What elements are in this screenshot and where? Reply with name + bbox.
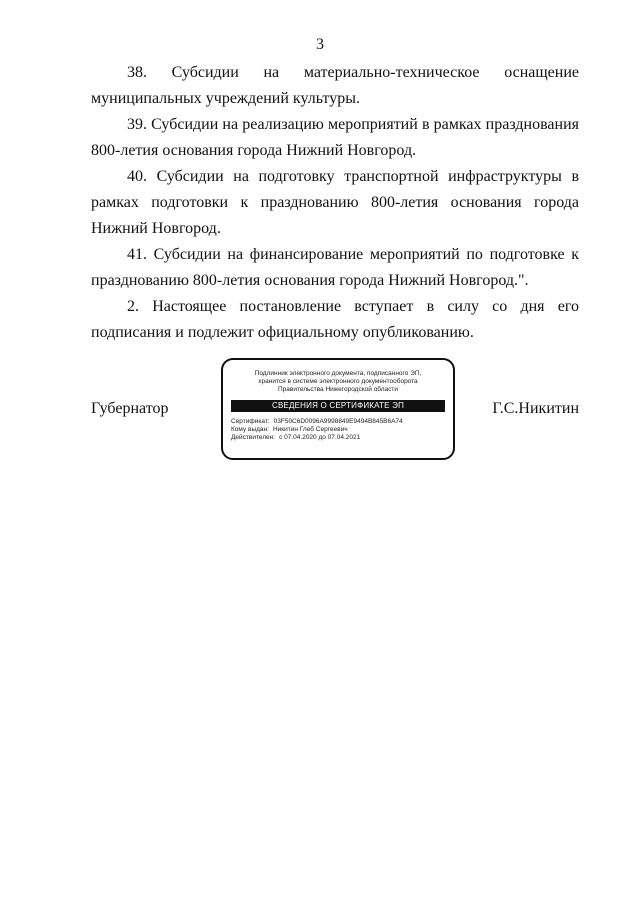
certificate-row (231, 418, 453, 426)
stamp-header-line: Подлинник электронного документа, подписанного ЭП, (254, 370, 422, 377)
signer-title: Губернатор (91, 400, 169, 417)
paragraph-item-41: 41. Субсидии на финансирование мероприятий по подготовке к празднованию 800-летия основания города Нижний Новгород.". (91, 246, 579, 289)
document-body (91, 60, 579, 346)
issued-to-value: Никитин Глеб Сергеевич (272, 426, 348, 433)
page-number: 3 (316, 36, 324, 53)
validity-row (231, 434, 453, 442)
validity-value: с 07.04.2020 до 07.04.2021 (279, 434, 361, 441)
certificate-details (231, 418, 453, 442)
electronic-signature-stamp (221, 358, 455, 460)
signature-block (91, 358, 579, 464)
certificate-value: 03F50C6D0096A9998849E9494B845B6A74 (273, 418, 403, 425)
validity-label: Действителен: (231, 434, 276, 441)
paragraph-item-40: 40. Субсидии на подготовку транспортной инфраструктуры в рамках подготовки к празднованию 800-летия основания города Нижний Новгород. (91, 168, 579, 237)
paragraph-effective-date: 2. Настоящее постановление вступает в силу со дня его подписания и подлежит официальному опубликованию. (91, 298, 579, 341)
stamp-header (223, 370, 453, 394)
certificate-info-banner: СВЕДЕНИЯ О СЕРТИФИКАТЕ ЭП (231, 400, 445, 412)
signer-name: Г.С.Никитин (492, 400, 579, 417)
issued-to-row (231, 426, 453, 434)
paragraph-item-38: 38. Субсидии на материально-техническое оснащение муниципальных учреждений культуры. (91, 64, 579, 107)
stamp-header-line: хранится в системе электронного документооборота (258, 378, 418, 385)
stamp-header-line: Правительства Нижегородской области (277, 386, 399, 393)
paragraph-item-39: 39. Субсидии на реализацию мероприятий в рамках празднования 800-летия основания города Нижний Новгород. (91, 116, 579, 159)
certificate-label: Сертификат: (231, 418, 270, 425)
issued-to-label: Кому выдан: (231, 426, 269, 433)
